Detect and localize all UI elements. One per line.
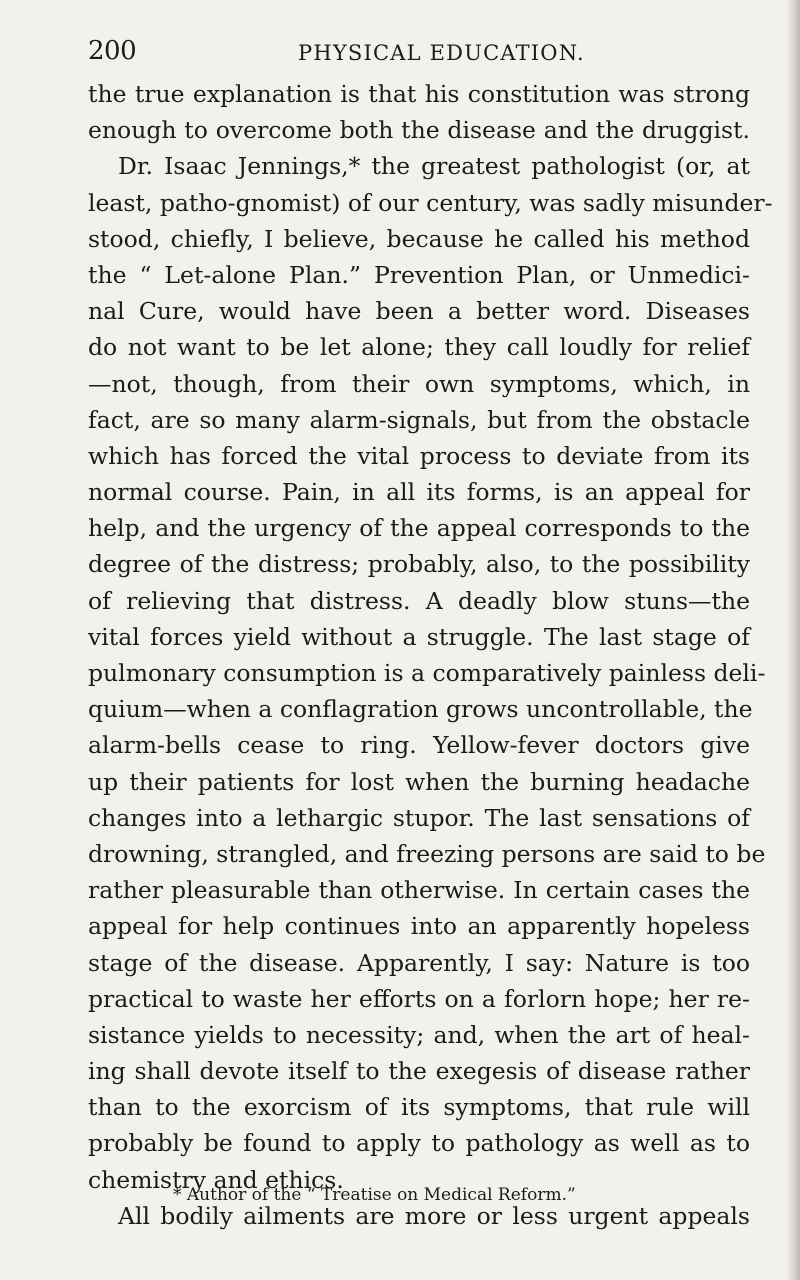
text-line: changes into a lethargic stupor. The last sensations of (88, 803, 750, 832)
body-text (88, 76, 773, 1234)
text-line: enough to overcome both the disease and the druggist. (88, 116, 750, 145)
text-line: Dr. Isaac Jennings,* the greatest pathologist (or, at (118, 152, 750, 181)
text-line: the true explanation is that his constitution was strong (88, 80, 750, 108)
text-line: drowning, strangled, and freezing persons are said to be (88, 839, 766, 868)
text-line: stood, chiefly, I believe, because he called his method (88, 224, 750, 253)
page-edge-shadow (786, 0, 800, 1280)
text-line: of relieving that distress. A deadly blow stuns—the (88, 586, 750, 615)
running-head: PHYSICAL EDUCATION. (298, 41, 585, 65)
text-line: appeal for help continues into an apparently hopeless (88, 912, 750, 941)
text-line: chemistry and ethics. (88, 1165, 344, 1194)
text-line: fact, are so many alarm-signals, but from the obstacle (88, 405, 750, 434)
text-line: —not, though, from their own symptoms, which, in (88, 369, 750, 398)
text-line: help, and the urgency of the appeal corresponds to the (88, 514, 750, 543)
text-line: than to the exorcism of its symptoms, that rule will (88, 1093, 750, 1122)
text-line: vital forces yield without a struggle. The last stage of (88, 622, 750, 651)
text-line: ing shall devote itself to the exegesis of disease rather (88, 1057, 750, 1086)
text-line: rather pleasurable than otherwise. In certain cases the (88, 876, 750, 905)
footnote: * Author of the “ Treatise on Medical Reform.” (173, 1185, 576, 1205)
text-line: stage of the disease. Apparently, I say: Nature is too (88, 948, 750, 977)
text-line: sistance yields to necessity; and, when the art of heal- (88, 1020, 750, 1049)
page-number: 200 (88, 36, 137, 66)
text-line: quium—when a conflagration grows uncontrollable, the (88, 695, 753, 724)
text-line: up their patients for lost when the burning headache (88, 767, 750, 796)
text-line: do not want to be let alone; they call loudly for relief (88, 333, 750, 362)
text-line: which has forced the vital process to deviate from its (88, 441, 750, 470)
text-line: practical to waste her efforts on a forlorn hope; her re- (88, 984, 750, 1013)
text-line: normal course. Pain, in all its forms, is an appeal for (88, 478, 750, 507)
page-header (88, 36, 748, 68)
text-line: probably be found to apply to pathology as well as to (88, 1129, 750, 1158)
text-line: least, patho-gnomist) of our century, was sadly misunder- (88, 188, 773, 217)
text-line: nal Cure, would have been a better word. Diseases (88, 297, 750, 326)
text-line: All bodily ailments are more or less urgent appeals (118, 1201, 750, 1230)
text-line: the “ Let-alone Plan.” Prevention Plan, or Unmedici- (88, 260, 750, 289)
text-line: pulmonary consumption is a comparatively painless deli- (88, 659, 766, 687)
text-line: degree of the distress; probably, also, to the possibility (88, 550, 750, 579)
text-line: alarm-bells cease to ring. Yellow-fever doctors give (88, 731, 750, 760)
